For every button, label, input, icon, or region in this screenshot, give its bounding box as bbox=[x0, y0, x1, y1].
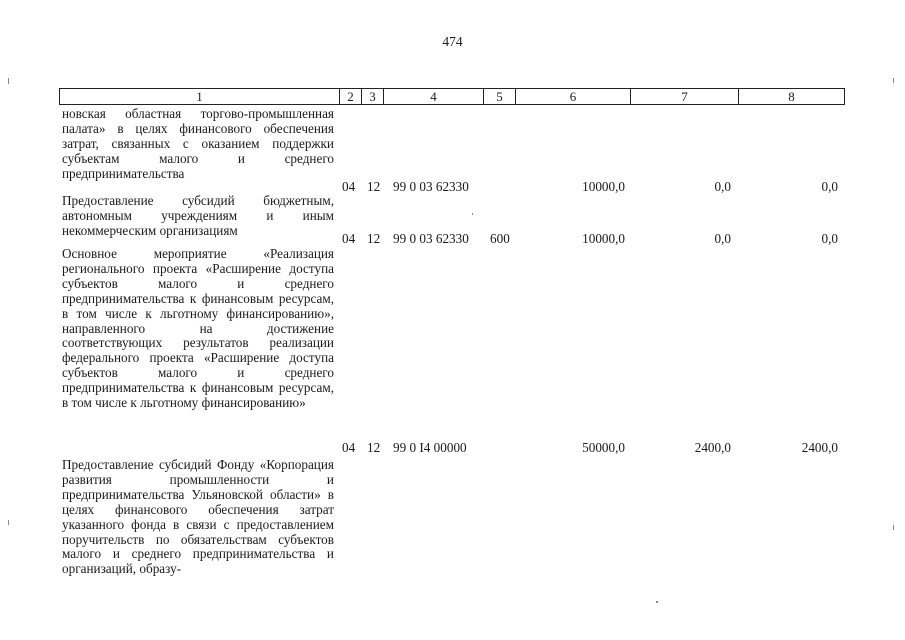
row-1-col-6: 10000,0 bbox=[582, 179, 625, 194]
header-col-8: 8 bbox=[788, 89, 795, 104]
scan-speck bbox=[893, 78, 894, 83]
row-3-col-6: 50000,0 bbox=[582, 440, 625, 455]
row-1-col-7: 0,0 bbox=[714, 179, 731, 194]
scan-speck bbox=[8, 78, 9, 84]
row-1-col-3: 12 bbox=[367, 179, 381, 194]
row-1-col-2: 04 bbox=[342, 179, 356, 194]
row-2-col-8: 0,0 bbox=[821, 231, 838, 246]
header-col-7: 7 bbox=[631, 89, 739, 104]
header-col-2: 2 bbox=[340, 89, 362, 104]
row-2-col-2: 04 bbox=[342, 231, 356, 246]
row-1-col-4: 99 0 03 62330 bbox=[393, 179, 469, 194]
row-1-col-8: 0,0 bbox=[821, 179, 838, 194]
page-number: 474 bbox=[442, 34, 463, 49]
row-3-col-3: 12 bbox=[367, 440, 381, 455]
scan-speck bbox=[8, 520, 9, 525]
row-1-description: новская областная торгово-промышленная палата» в целях финансового обеспечения затрат, связанных с оказанием поддержки субъектам малого и среднего предпринимательства bbox=[62, 106, 334, 181]
row-3-description: Основное мероприятие «Реализация регионального проекта «Расширение доступа субъектов малого и среднего предпринимательства к финансовым ресурсам, в том числе к льготному финансированию», направленного на достижение соответствующих результатов реализации федерального проекта «Расширение доступа субъектов малого и среднего предпринимательства к финансовым ресурсам, в том числе к льготному финансированию» bbox=[62, 246, 334, 411]
row-2-col-3: 12 bbox=[367, 231, 381, 246]
header-col-5: 5 bbox=[484, 89, 516, 104]
row-2-col-4: 99 0 03 62330 bbox=[393, 231, 469, 246]
row-4-description: Предоставление субсидий Фонду «Корпорация развития промышленности и предпринимательства Ульяновской области» в целях финансового обеспечения затрат указанного фонда в связи с предоставлением поручительств по обязательствам субъектов малого и среднего предпринимательства и организаций, образу- bbox=[62, 457, 334, 577]
row-3-col-4: 99 0 I4 00000 bbox=[393, 440, 467, 455]
row-2-col-5: 600 bbox=[490, 231, 510, 246]
row-3-col-8: 2400,0 bbox=[801, 440, 838, 455]
header-col-4: 4 bbox=[384, 89, 484, 104]
header-col-1: 1 bbox=[60, 89, 340, 104]
row-2-col-7: 0,0 bbox=[714, 231, 731, 246]
scan-speck bbox=[893, 525, 894, 530]
row-2-description: Предоставление субсидий бюджетным, автономным учреждениям и иным некоммерческим организациям bbox=[62, 193, 334, 238]
header-col-3: 3 bbox=[362, 89, 384, 104]
scan-speck bbox=[656, 601, 658, 603]
header-col-6: 6 bbox=[516, 89, 631, 104]
row-3-col-2: 04 bbox=[342, 440, 356, 455]
scan-speck bbox=[472, 213, 473, 215]
table-header bbox=[59, 88, 845, 105]
row-3-col-7: 2400,0 bbox=[694, 440, 731, 455]
row-2-col-6: 10000,0 bbox=[582, 231, 625, 246]
